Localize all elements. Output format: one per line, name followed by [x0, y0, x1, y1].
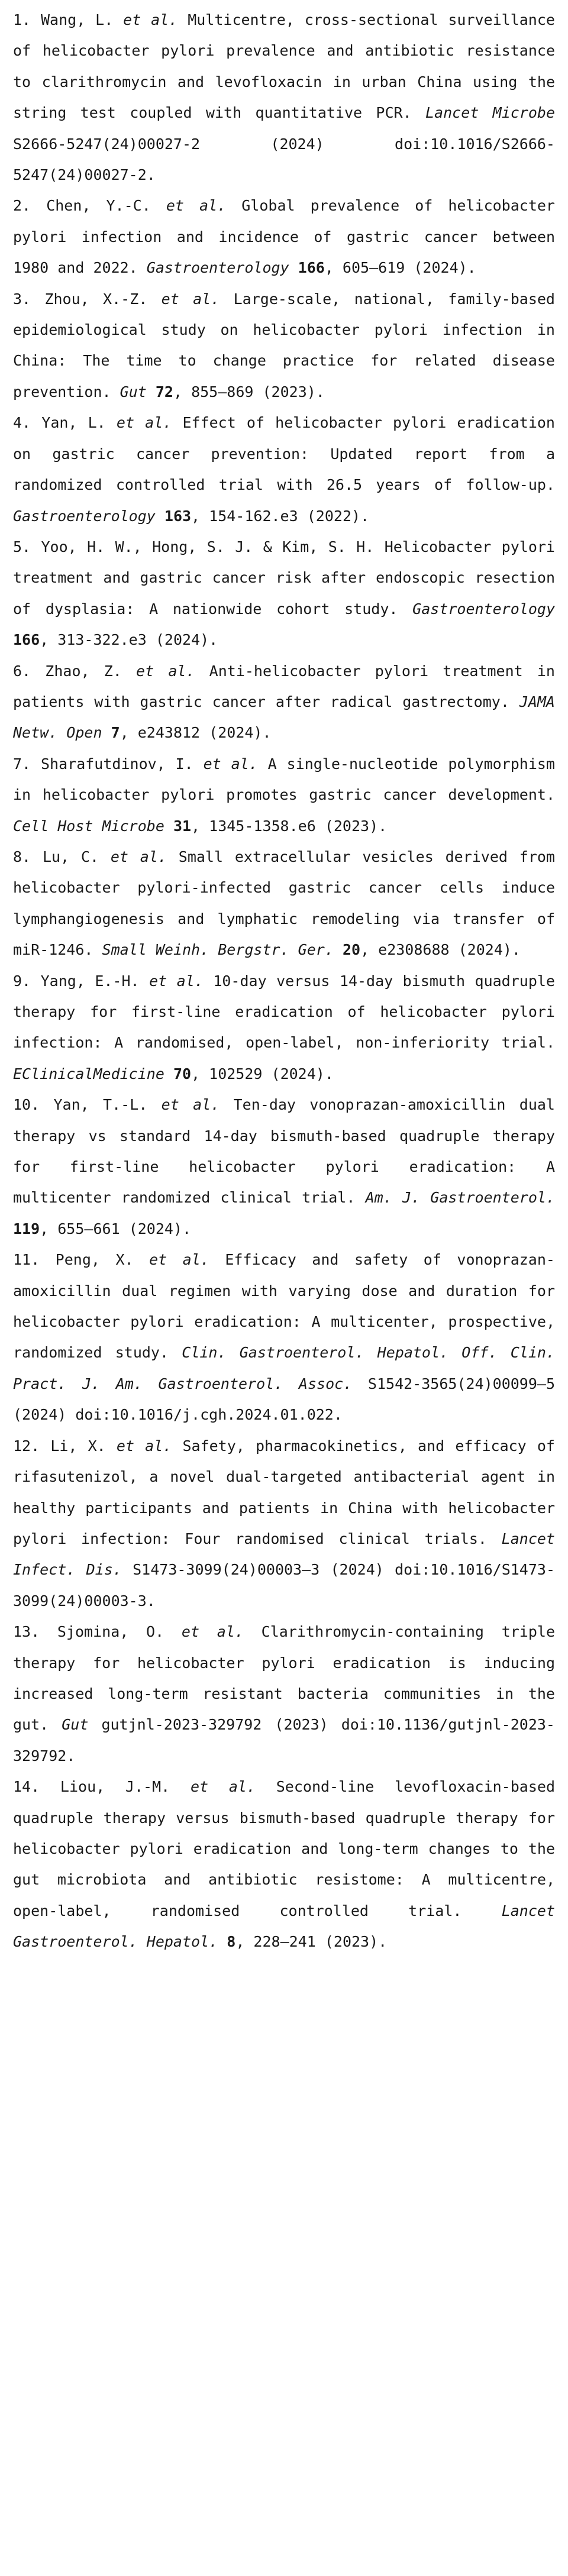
reference-item — [13, 966, 555, 1090]
reference-item — [13, 1772, 555, 1957]
reference-item — [13, 190, 555, 283]
reference-authors: Peng, X. — [55, 1251, 134, 1269]
reference-journal: Gastroenterology — [146, 259, 289, 277]
reference-authors: Wang, L. — [41, 11, 114, 28]
reference-title: Anti-helicobacter pylori treatment in patients with gastric cancer after radical gastrectomy. — [13, 662, 555, 710]
reference-journal: Am. J. Gastroenterol. — [365, 1189, 555, 1207]
reference-et-al: et al. — [116, 414, 172, 432]
reference-year: (2023). — [262, 383, 325, 400]
reference-authors: Liou, J.-M. — [60, 1778, 170, 1796]
reference-et-al: et al. — [161, 1096, 220, 1114]
reference-pages: S2666-5247(24)00027-2 — [13, 135, 201, 153]
reference-year: (2022). — [306, 507, 370, 525]
reference-pages: , 1345-1358.e6 — [191, 817, 316, 835]
reference-pages: , 228–241 — [235, 1933, 316, 1951]
reference-authors: Sjomina, O. — [57, 1623, 164, 1641]
reference-journal: Gut — [120, 383, 147, 400]
reference-et-al: et al. — [149, 1251, 209, 1269]
reference-volume: 119 — [13, 1220, 40, 1237]
reference-pages: gutjnl-2023-329792 — [101, 1716, 262, 1734]
reference-item — [13, 408, 555, 532]
reference-et-al: et al. — [161, 290, 220, 308]
reference-authors: Li, X. — [50, 1437, 106, 1455]
reference-volume: 166 — [13, 631, 40, 649]
reference-doi: doi:10.1136/gutjnl-2023-329792. — [13, 1716, 555, 1764]
reference-number: 3. — [13, 290, 31, 308]
reference-authors: Yang, E.-H. — [40, 972, 140, 990]
reference-year: (2023). — [324, 817, 388, 835]
reference-doi: doi:10.1016/S1473-3099(24)00003-3. — [13, 1561, 556, 1609]
reference-pages: , 605–619 — [324, 259, 405, 277]
reference-volume: 20 — [342, 941, 361, 959]
reference-authors: Chen, Y.-C. — [46, 197, 151, 215]
reference-year: (2024). — [155, 631, 218, 649]
reference-journal: Lancet Gastroenterol. Hepatol. — [13, 1902, 555, 1951]
reference-year: (2023) — [275, 1716, 328, 1734]
reference-year: (2024). — [458, 941, 521, 959]
reference-authors: Yan, L. — [41, 414, 106, 432]
reference-doi: doi:10.1016/j.cgh.2024.01.022. — [75, 1406, 343, 1424]
reference-year: (2024). — [128, 1220, 192, 1237]
reference-number: 9. — [13, 972, 31, 990]
reference-pages: , 313-322.e3 — [40, 631, 147, 649]
reference-journal: EClinicalMedicine — [13, 1065, 164, 1082]
reference-title: Multicentre, cross-sectional surveillance of helicobacter pylori prevalence and antibiotic resistance to clarithromycin and levofloxacin in urban China using the string test coupled with quantitative PCR. — [13, 11, 555, 122]
reference-volume: 31 — [173, 817, 192, 835]
reference-pages: S1473-3099(24)00003–3 — [133, 1561, 320, 1579]
reference-title: Effect of helicobacter pylori eradication on gastric cancer prevention: Updated report from a randomized controlled trial with 26.5 years of follow-up. — [13, 414, 555, 494]
reference-item — [13, 1090, 555, 1245]
reference-authors: Yoo, H. W., Hong, S. J. & Kim, S. H. — [41, 538, 375, 555]
reference-volume: 166 — [298, 259, 325, 277]
reference-item — [13, 1617, 555, 1772]
reference-number: 12. — [13, 1437, 40, 1455]
reference-title: A single-nucleotide polymorphism in helicobacter pylori promotes gastric cancer development. — [13, 755, 555, 804]
reference-volume: 163 — [164, 507, 192, 525]
reference-volume: 70 — [173, 1065, 192, 1082]
reference-year: (2023). — [324, 1933, 388, 1951]
reference-pages: , e2308688 — [360, 941, 450, 959]
reference-journal: Clin. Gastroenterol. Hepatol. Off. Clin. Pract. J. Am. Gastroenterol. Assoc. — [13, 1344, 555, 1392]
reference-authors: Yan, T.-L. — [53, 1096, 148, 1114]
reference-year: (2024) — [13, 1406, 67, 1424]
reference-number: 7. — [13, 755, 31, 773]
reference-et-al: et al. — [190, 1778, 256, 1796]
reference-item — [13, 1245, 555, 1430]
reference-title: Second-line levofloxacin-based quadruple therapy versus bismuth-based quadruple therapy for helicobacter pylori eradication and long-term changes to the gut microbiota and antibiotic resistome: A multicentre, open-label, randomised controlled trial. — [13, 1778, 555, 1919]
reference-title: Ten-day vonoprazan-amoxicillin dual therapy vs standard 14-day bismuth-based quadruple therapy for first-line helicobacter pylori eradication: A multicenter randomized clinical trial. — [13, 1096, 555, 1207]
reference-journal: JAMA Netw. Open — [13, 693, 555, 742]
reference-number: 8. — [13, 848, 31, 865]
reference-title: Small extracellular vesicles derived from helicobacter pylori-infected gastric cancer cells induce lymphangiogenesis and lymphatic remodeling via transfer of miR-1246. — [13, 848, 555, 959]
reference-item — [13, 1431, 555, 1617]
reference-year: (2024) — [330, 1561, 384, 1579]
reference-title: 10-day versus 14-day bismuth quadruple therapy for first-line eradication of helicobacter pylori infection: A randomised, open-label, non-inferiority trial. — [13, 972, 555, 1052]
reference-title: Global prevalence of helicobacter pylori infection and incidence of gastric cancer between 1980 and 2022. — [13, 197, 555, 277]
reference-year: (2024). — [271, 1065, 334, 1082]
reference-volume: 72 — [155, 383, 173, 400]
reference-item — [13, 656, 555, 749]
reference-doi: doi:10.1016/S2666-5247(24)00027-2. — [13, 135, 555, 184]
reference-pages: , 154-162.e3 — [191, 507, 298, 525]
reference-journal: Lancet Microbe — [425, 104, 556, 122]
reference-journal: Gut — [62, 1716, 89, 1734]
reference-et-al: et al. — [149, 972, 204, 990]
reference-pages: S1542-3565(24)00099–5 — [367, 1375, 555, 1392]
reference-item — [13, 284, 555, 408]
reference-item — [13, 532, 555, 656]
reference-year: (2024) — [270, 135, 324, 153]
reference-number: 6. — [13, 662, 31, 680]
reference-journal: Cell Host Microbe — [13, 817, 164, 835]
reference-title: Clarithromycin-containing triple therapy for helicobacter pylori eradication is inducing increased long-term resistant bacteria communities in the gut. — [13, 1623, 555, 1734]
reference-pages: , 102529 — [191, 1065, 263, 1082]
reference-number: 11. — [13, 1251, 40, 1269]
reference-et-al: et al. — [116, 1437, 172, 1455]
reference-year: (2024). — [209, 724, 272, 742]
reference-et-al: et al. — [203, 755, 258, 773]
reference-number: 4. — [13, 414, 31, 432]
reference-number: 5. — [13, 538, 31, 555]
reference-number: 10. — [13, 1096, 40, 1114]
reference-title: Helicobacter pylori treatment and gastric cancer risk after endoscopic resection of dysplasia: A nationwide cohort study. — [13, 538, 555, 618]
reference-volume: 7 — [111, 724, 120, 742]
reference-title: Efficacy and safety of vonoprazan-amoxicillin dual regimen with varying dose and duration for helicobacter pylori eradication: A multicenter, prospective, randomized study. — [13, 1251, 555, 1362]
reference-number: 1. — [13, 11, 31, 28]
reference-number: 14. — [13, 1778, 40, 1796]
reference-et-al: et al. — [181, 1623, 244, 1641]
reference-et-al: et al. — [123, 11, 178, 28]
reference-number: 13. — [13, 1623, 40, 1641]
reference-item — [13, 5, 555, 190]
reference-title: Safety, pharmacokinetics, and efficacy of rifasutenizol, a novel dual-targeted antibacterial agent in healthy participants and patients in China with helicobacter pylori infection: Four randomised clinical trials. — [13, 1437, 555, 1547]
reference-year: (2024). — [414, 259, 476, 277]
reference-number: 2. — [13, 197, 31, 215]
reference-journal: Gastroenterology — [412, 600, 555, 618]
reference-pages: , 855–869 — [173, 383, 254, 400]
reference-volume: 8 — [227, 1933, 236, 1951]
reference-et-al: et al. — [166, 197, 227, 215]
reference-et-al: et al. — [110, 848, 167, 865]
reference-journal: Gastroenterology — [13, 507, 156, 525]
reference-authors: Zhou, X.-Z. — [44, 290, 148, 308]
reference-journal: Small Weinh. Bergstr. Ger. — [102, 941, 334, 959]
reference-et-al: et al. — [136, 662, 195, 680]
reference-pages: , 655–661 — [40, 1220, 120, 1237]
reference-journal: Lancet Infect. Dis. — [13, 1530, 555, 1579]
reference-authors: Sharafutdinov, I. — [41, 755, 193, 773]
reference-pages: , e243812 — [120, 724, 201, 742]
reference-authors: Lu, C. — [42, 848, 99, 865]
reference-item — [13, 749, 555, 842]
reference-item — [13, 842, 555, 966]
reference-title: Large-scale, national, family-based epidemiological study on helicobacter pylori infection in China: The time to change practice for related disease prevention. — [13, 290, 555, 400]
reference-authors: Zhao, Z. — [45, 662, 122, 680]
